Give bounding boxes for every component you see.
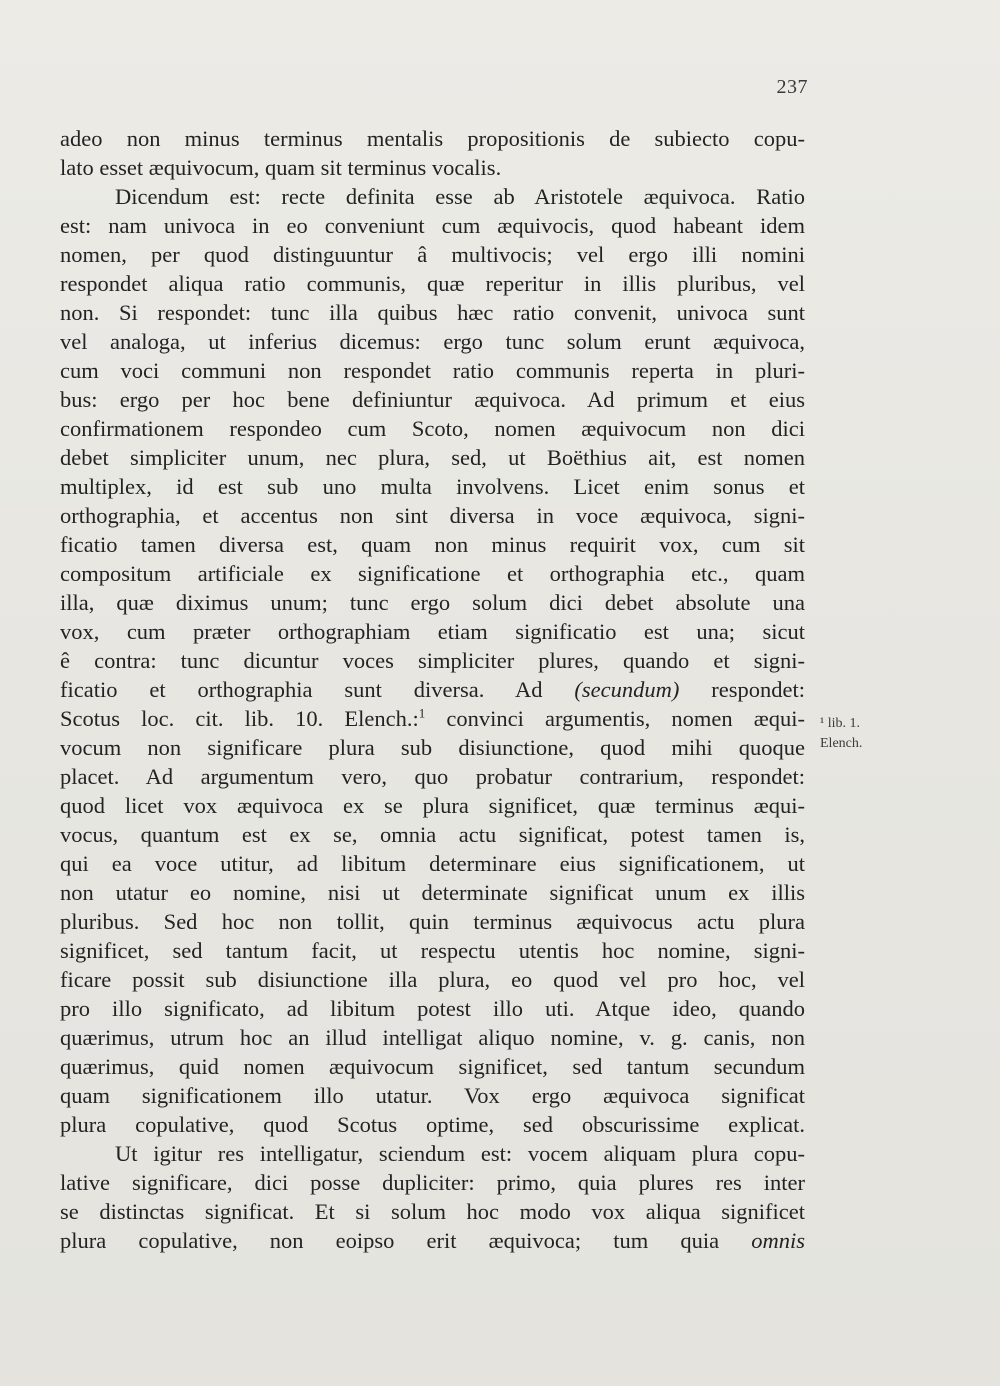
text-line: quærimus, quid nomen æquivocum significet, sed tantum secundum	[60, 1054, 805, 1079]
margin-note-line: ¹ lib. 1.	[820, 716, 860, 731]
text-line: lato esset æquivocum, quam sit terminus vocalis.	[60, 155, 502, 180]
text-line: orthographia, et accentus non sint diversa in voce æquivoca, signi-	[60, 503, 805, 528]
text-line: debet simpliciter unum, nec plura, sed, ut Boëthius ait, est nomen	[60, 445, 805, 470]
text-line-with-footnote	[60, 704, 805, 733]
page-number: 237	[776, 76, 808, 98]
text-line: adeo non minus terminus mentalis propositionis de subiecto copu-	[60, 126, 805, 151]
text-line: vel analoga, ut inferius dicemus: ergo tunc solum erunt æquivoca,	[60, 329, 805, 354]
text-line: ficare possit sub disiunctione illa plura, eo quod vel pro hoc, vel	[60, 967, 805, 992]
text-line: illa, quæ diximus unum; tunc ergo solum dici debet absolute una	[60, 590, 805, 615]
text-line: vox, cum præter orthographiam etiam significatio est una; sicut	[60, 619, 805, 644]
text-line: compositum artificiale ex significatione et orthographia etc., quam	[60, 561, 805, 586]
text-line: confirmationem respondeo cum Scoto, nomen æquivocum non dici	[60, 416, 805, 441]
text-line: Ut igitur res intelligatur, sciendum est: vocem aliquam plura copu-	[115, 1141, 805, 1166]
text-line: ficatio tamen diversa est, quam non minus requirit vox, cum sit	[60, 532, 805, 557]
text-segment: Scotus loc. cit. lib. 10. Elench.:	[60, 706, 419, 731]
text-line: respondet aliqua ratio communis, quæ reperitur in illis pluribus, vel	[60, 271, 805, 296]
text-line: plura copulative, quod Scotus optime, sed obscurissime explicat.	[60, 1112, 805, 1137]
text-line: est: nam univoca in eo conveniunt cum æquivocis, quod habeant idem	[60, 213, 805, 238]
text-line: nomen, per quod distinguuntur â multivocis; vel ergo illi nomini	[60, 242, 805, 267]
text-segment: convinci argumentis, nomen æqui-	[446, 706, 805, 731]
text-line: pluribus. Sed hoc non tollit, quin terminus æquivocus actu plura	[60, 909, 805, 934]
text-line: non. Si respondet: tunc illa quibus hæc ratio convenit, univoca sunt	[60, 300, 805, 325]
text-segment: respondet:	[711, 677, 805, 702]
italic-word: (secundum)	[574, 677, 680, 702]
text-segment: ficatio et orthographia sunt diversa. Ad	[60, 677, 543, 702]
text-line: bus: ergo per hoc bene definiuntur æquivoca. Ad primum et eius	[60, 387, 805, 412]
margin-note-line: Elench.	[820, 736, 863, 751]
text-line: quam significationem illo utatur. Vox ergo æquivoca significat	[60, 1083, 805, 1108]
text-line: significet, sed tantum facit, ut respectu utentis hoc nomine, signi-	[60, 938, 805, 963]
footnote-marker: 1	[418, 705, 426, 721]
text-line: Dicendum est: recte definita esse ab Aristotele æquivoca. Ratio	[115, 184, 805, 209]
text-line-with-italic	[60, 675, 805, 704]
text-line: lative significare, dici posse dupliciter: primo, quia plures res inter	[60, 1170, 805, 1195]
text-line: multiplex, id est sub uno multa involvens. Licet enim sonus et	[60, 474, 805, 499]
text-line: placet. Ad argumentum vero, quo probatur contrarium, respondet:	[60, 764, 805, 789]
text-segment: plura copulative, non eoipso erit æquivoca; tum quia	[60, 1228, 720, 1253]
text-line: cum voci communi non respondet ratio communis reperta in pluri-	[60, 358, 805, 383]
text-line: vocus, quantum est ex se, omnia actu significat, potest tamen is,	[60, 822, 805, 847]
text-line: qui ea voce utitur, ad libitum determinare eius significationem, ut	[60, 851, 805, 876]
text-line-with-italic	[60, 1226, 805, 1255]
text-line: ê contra: tunc dicuntur voces simpliciter plures, quando et signi-	[60, 648, 805, 673]
text-line: non utatur eo nomine, nisi ut determinate significat unum ex illis	[60, 880, 805, 905]
text-line: pro illo significato, ad libitum potest illo uti. Atque ideo, quando	[60, 996, 805, 1021]
text-line: se distinctas significat. Et si solum hoc modo vox aliqua significet	[60, 1199, 805, 1224]
body-text	[60, 124, 805, 1255]
text-line: vocum non significare plura sub disiunctione, quod mihi quoque	[60, 735, 805, 760]
margin-footnote	[820, 714, 900, 754]
text-line: quærimus, utrum hoc an illud intelligat aliquo nomine, v. g. canis, non	[60, 1025, 805, 1050]
text-line: quod licet vox æquivoca ex se plura significet, quæ terminus æqui-	[60, 793, 805, 818]
italic-word: omnis	[751, 1228, 805, 1253]
